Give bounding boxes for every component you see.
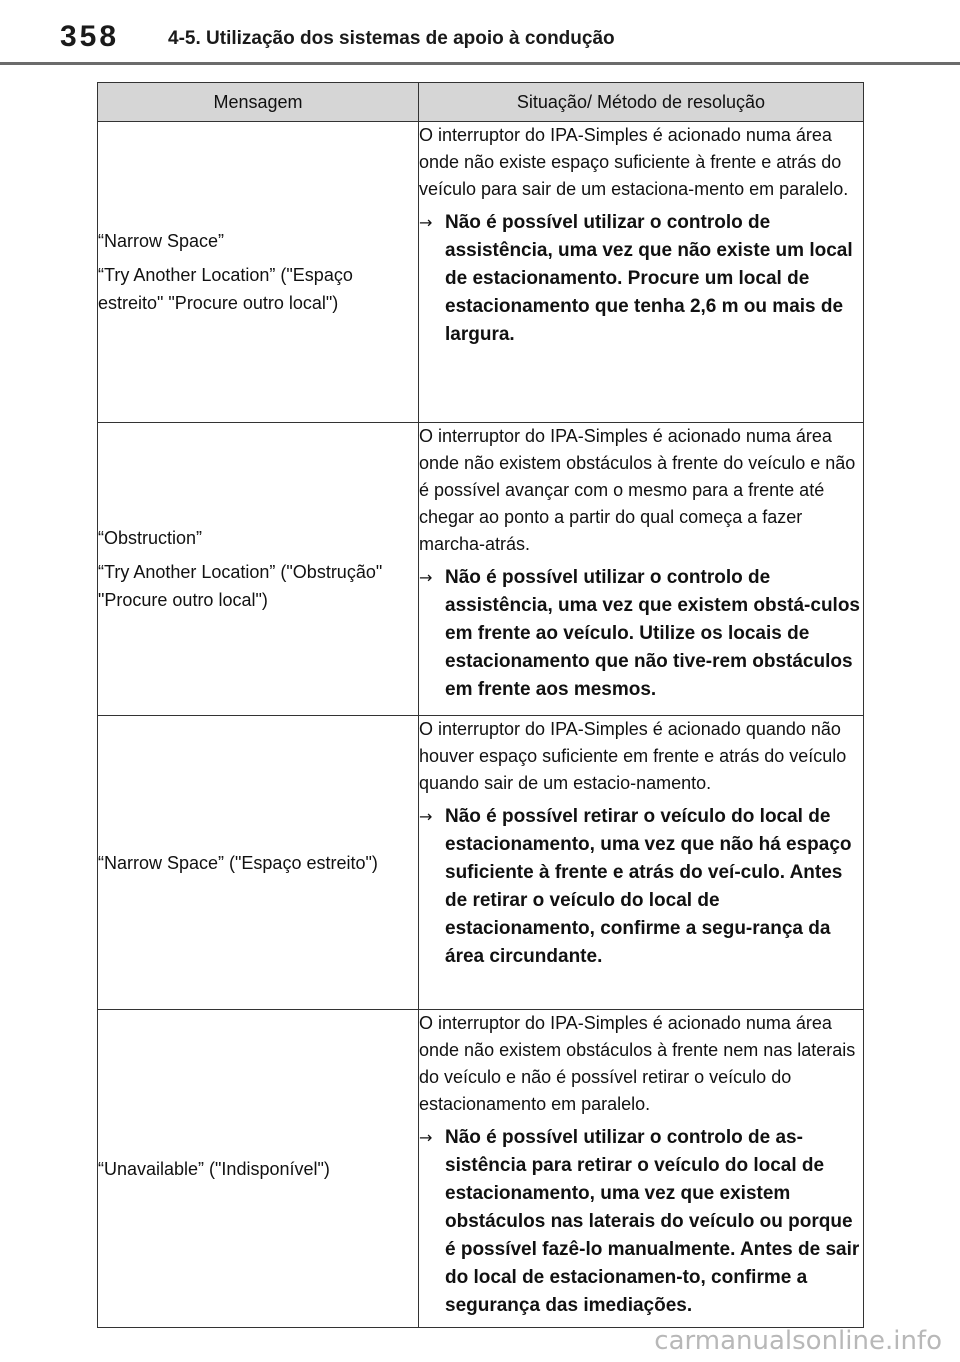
resolution (419, 564, 863, 704)
arrow-right-icon: → (419, 568, 433, 587)
situation-text: O interruptor do IPA-Simples é acionado quando não houver espaço suficiente em frente e atrás do veículo quando sair de um estacio-namento. (419, 719, 847, 793)
message-text: “Obstruction” (98, 528, 203, 548)
watermark: carmanualsonline.info (654, 1326, 942, 1356)
message-cell (98, 716, 419, 1010)
table-row (98, 716, 864, 1010)
situation-cell (419, 423, 864, 716)
column-header-message: Mensagem (98, 83, 419, 122)
header-divider (0, 62, 960, 65)
resolution-text: Não é possível utilizar o controlo de as-sistência para retirar o veículo do local de estacionamento, uma vez que existem obstáculos nas laterais do veículo ou porque é possível fazê-lo manualmente. Antes de sair do local de estacionamen-to, confirme a segurança das imediações. (445, 1127, 860, 1316)
page-header (0, 0, 960, 66)
table-row (98, 1010, 864, 1328)
message-cell (98, 1010, 419, 1328)
chapter-title: 4-5. Utilização dos sistemas de apoio à condução (168, 28, 615, 49)
arrow-right-icon: → (419, 213, 433, 232)
resolution (419, 1124, 863, 1320)
situation-cell (419, 716, 864, 1010)
situation-text: O interruptor do IPA-Simples é acionado numa área onde não existe espaço suficiente à frente e atrás do veículo para sair de um estaciona-mento em paralelo. (419, 125, 849, 199)
situation-text: O interruptor do IPA-Simples é acionado numa área onde não existem obstáculos à frente do veículo e não é possível avançar com o mesmo para a frente até chegar ao ponto a partir do qual começa a fazer marcha-atrás. (419, 426, 856, 554)
table-row (98, 423, 864, 716)
message-table (97, 82, 864, 1328)
situation-cell (419, 122, 864, 423)
message-cell (98, 122, 419, 423)
resolution-text: Não é possível retirar o veículo do local de estacionamento, uma vez que não há espaço suficiente à frente e atrás do veí-culo. Antes de retirar o veículo do local de estacionamento, confirme a segu-rança da área circundante. (445, 806, 852, 967)
resolution (419, 209, 863, 349)
resolution-text: Não é possível utilizar o controlo de assistência, uma vez que existem obstá-culos em frente ao veículo. Utilize os locais de estacionamento que não tive-rem obstáculos em frente aos mesmos. (445, 567, 861, 700)
page-number: 358 (60, 20, 120, 53)
message-text: “Narrow Space” ("Espaço estreito") (98, 852, 378, 873)
message-text: “Unavailable” ("Indisponível") (98, 1158, 330, 1179)
table-row (98, 122, 864, 423)
message-text: “Narrow Space” (98, 231, 225, 251)
table-header-row (98, 83, 864, 122)
column-header-situation: Situação/ Método de resolução (419, 83, 864, 122)
situation-text: O interruptor do IPA-Simples é acionado numa área onde não existem obstáculos à frente nem nas laterais do veículo e não é possível retirar o veículo do estacionamento em paralelo. (419, 1013, 856, 1114)
arrow-right-icon: → (419, 1128, 433, 1147)
resolution (419, 803, 863, 971)
resolution-text: Não é possível utilizar o controlo de assistência, uma vez que não existe um local de estacionamento. Procure um local de estacionamento que tenha 2,6 m ou mais de largura. (445, 212, 853, 345)
message-text: “Try Another Location” ("Espaço estreito" "Procure outro local") (98, 265, 353, 313)
arrow-right-icon: → (419, 807, 433, 826)
message-text: “Try Another Location” ("Obstrução" "Procure outro local") (98, 562, 383, 610)
message-cell (98, 423, 419, 716)
situation-cell (419, 1010, 864, 1328)
